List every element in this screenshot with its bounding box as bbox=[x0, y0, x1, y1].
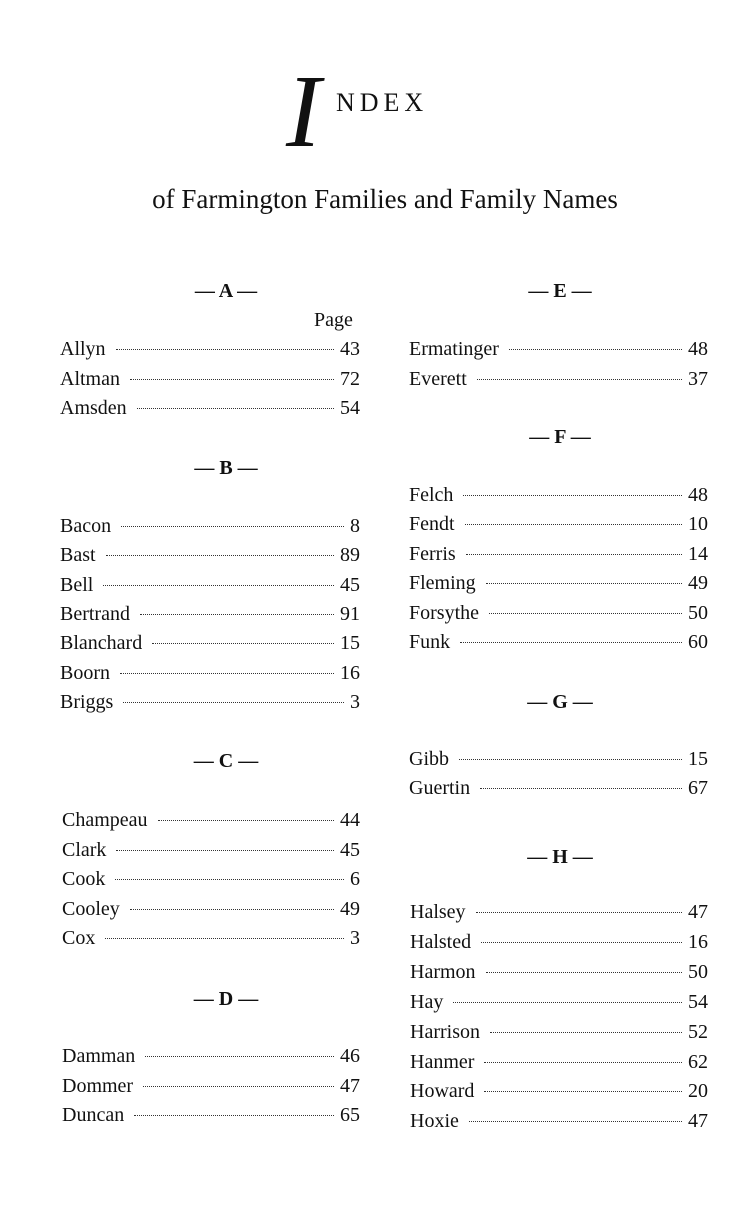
entry-name: Duncan bbox=[62, 1104, 125, 1126]
entry-page: 49 bbox=[340, 898, 360, 920]
entry-page: 37 bbox=[688, 368, 708, 390]
entry-page: 20 bbox=[688, 1080, 708, 1102]
entry-name: Guertin bbox=[409, 777, 471, 799]
entry-page: 91 bbox=[340, 603, 360, 625]
entry-name: Bell bbox=[60, 574, 94, 596]
leader-dots bbox=[460, 642, 682, 643]
entry-page: 60 bbox=[688, 631, 708, 653]
entry-page: 62 bbox=[688, 1051, 708, 1073]
leader-dots bbox=[137, 408, 334, 409]
entry-name: Champeau bbox=[62, 809, 148, 831]
section-heading-g: — G — bbox=[527, 691, 593, 713]
index-entry bbox=[62, 839, 360, 863]
index-entry bbox=[60, 338, 360, 362]
entry-name: Hoxie bbox=[410, 1110, 459, 1132]
entry-name: Halsey bbox=[410, 901, 466, 923]
entry-name: Harrison bbox=[410, 1021, 480, 1043]
section-heading-e: — E — bbox=[528, 280, 592, 302]
leader-dots bbox=[480, 788, 682, 789]
entry-name: Cox bbox=[62, 927, 96, 949]
entry-name: Altman bbox=[60, 368, 120, 390]
entry-page: 67 bbox=[688, 777, 708, 799]
leader-dots bbox=[134, 1115, 334, 1116]
index-entry bbox=[60, 603, 360, 627]
entry-page: 15 bbox=[688, 748, 708, 770]
entry-page: 48 bbox=[688, 484, 708, 506]
leader-dots bbox=[145, 1056, 334, 1057]
entry-page: 47 bbox=[688, 1110, 708, 1132]
entry-page: 54 bbox=[340, 397, 360, 419]
entry-page: 14 bbox=[688, 543, 708, 565]
index-entry bbox=[410, 1110, 708, 1134]
entry-page: 6 bbox=[350, 868, 360, 890]
entry-page: 45 bbox=[340, 839, 360, 861]
index-entry bbox=[62, 809, 360, 833]
entry-name: Felch bbox=[409, 484, 454, 506]
title-initial: I bbox=[286, 54, 321, 169]
index-entry bbox=[410, 961, 708, 985]
index-entry bbox=[409, 631, 708, 655]
entry-name: Ermatinger bbox=[409, 338, 499, 360]
entry-page: 89 bbox=[340, 544, 360, 566]
entry-name: Hanmer bbox=[410, 1051, 475, 1073]
entry-page: 48 bbox=[688, 338, 708, 360]
leader-dots bbox=[465, 524, 682, 525]
section-heading-d: — D — bbox=[193, 988, 259, 1010]
entry-name: Damman bbox=[62, 1045, 136, 1067]
leader-dots bbox=[476, 912, 682, 913]
index-entry bbox=[60, 632, 360, 656]
leader-dots bbox=[466, 554, 682, 555]
index-entry bbox=[60, 574, 360, 598]
entry-page: 49 bbox=[688, 572, 708, 594]
entry-page: 47 bbox=[688, 901, 708, 923]
index-entry bbox=[60, 397, 360, 421]
leader-dots bbox=[158, 820, 334, 821]
entry-name: Cooley bbox=[62, 898, 120, 920]
leader-dots bbox=[486, 583, 682, 584]
index-entry bbox=[409, 513, 708, 537]
entry-name: Ferris bbox=[409, 543, 456, 565]
leader-dots bbox=[477, 379, 682, 380]
leader-dots bbox=[484, 1062, 682, 1063]
leader-dots bbox=[453, 1002, 682, 1003]
index-entry bbox=[410, 991, 708, 1015]
entry-page: 10 bbox=[688, 513, 708, 535]
entry-page: 54 bbox=[688, 991, 708, 1013]
leader-dots bbox=[140, 614, 334, 615]
section-heading-h: — H — bbox=[527, 846, 593, 868]
entry-page: 72 bbox=[340, 368, 360, 390]
leader-dots bbox=[106, 555, 334, 556]
index-entry bbox=[410, 1051, 708, 1075]
index-entry bbox=[60, 368, 360, 392]
entry-page: 50 bbox=[688, 961, 708, 983]
title-rest: NDEX bbox=[336, 88, 429, 117]
subtitle: of Farmington Families and Family Names bbox=[152, 184, 618, 214]
entry-name: Harmon bbox=[410, 961, 476, 983]
index-entry bbox=[410, 901, 708, 925]
entry-name: Boorn bbox=[60, 662, 110, 684]
leader-dots bbox=[152, 643, 334, 644]
leader-dots bbox=[123, 702, 344, 703]
entry-name: Blanchard bbox=[60, 632, 143, 654]
entry-page: 43 bbox=[340, 338, 360, 360]
entry-page: 3 bbox=[350, 927, 360, 949]
leader-dots bbox=[103, 585, 334, 586]
index-entry bbox=[62, 1104, 360, 1128]
entry-page: 8 bbox=[350, 515, 360, 537]
index-entry bbox=[409, 543, 708, 567]
leader-dots bbox=[130, 379, 334, 380]
index-entry bbox=[409, 777, 708, 801]
leader-dots bbox=[116, 349, 334, 350]
entry-name: Funk bbox=[409, 631, 451, 653]
entry-name: Bast bbox=[60, 544, 96, 566]
entry-name: Cook bbox=[62, 868, 106, 890]
index-entry bbox=[409, 368, 708, 392]
index-entry bbox=[62, 1045, 360, 1069]
section-heading-c: — C — bbox=[193, 750, 259, 772]
index-entry bbox=[409, 338, 708, 362]
entry-name: Dommer bbox=[62, 1075, 134, 1097]
index-entry bbox=[62, 898, 360, 922]
index-entry bbox=[410, 1080, 708, 1104]
entry-name: Forsythe bbox=[409, 602, 479, 624]
leader-dots bbox=[121, 526, 344, 527]
index-entry bbox=[409, 484, 708, 508]
entry-name: Allyn bbox=[60, 338, 106, 360]
index-entry bbox=[60, 515, 360, 539]
entry-name: Gibb bbox=[409, 748, 449, 770]
entry-page: 47 bbox=[340, 1075, 360, 1097]
leader-dots bbox=[509, 349, 682, 350]
entry-name: Amsden bbox=[60, 397, 127, 419]
entry-page: 65 bbox=[340, 1104, 360, 1126]
entry-name: Briggs bbox=[60, 691, 114, 713]
entry-name: Hay bbox=[410, 991, 444, 1013]
entry-page: 45 bbox=[340, 574, 360, 596]
entry-page: 44 bbox=[340, 809, 360, 831]
entry-name: Bacon bbox=[60, 515, 112, 537]
leader-dots bbox=[130, 909, 334, 910]
section-heading-a: — A — bbox=[194, 280, 258, 302]
index-entry bbox=[409, 572, 708, 596]
leader-dots bbox=[490, 1032, 682, 1033]
index-entry bbox=[62, 868, 360, 892]
entry-name: Everett bbox=[409, 368, 467, 390]
leader-dots bbox=[463, 495, 682, 496]
leader-dots bbox=[459, 759, 682, 760]
entry-page: 16 bbox=[688, 931, 708, 953]
leader-dots bbox=[116, 850, 334, 851]
leader-dots bbox=[115, 879, 344, 880]
index-entry bbox=[409, 748, 708, 772]
index-entry bbox=[410, 931, 708, 955]
section-heading-f: — F — bbox=[529, 426, 591, 448]
entry-page: 52 bbox=[688, 1021, 708, 1043]
index-entry bbox=[410, 1021, 708, 1045]
entry-name: Bertrand bbox=[60, 603, 130, 625]
entry-name: Fleming bbox=[409, 572, 476, 594]
index-entry bbox=[60, 544, 360, 568]
entry-page: 50 bbox=[688, 602, 708, 624]
entry-name: Halsted bbox=[410, 931, 472, 953]
leader-dots bbox=[489, 613, 682, 614]
entry-name: Howard bbox=[410, 1080, 475, 1102]
index-entry bbox=[60, 662, 360, 686]
entry-page: 46 bbox=[340, 1045, 360, 1067]
leader-dots bbox=[105, 938, 344, 939]
leader-dots bbox=[484, 1091, 682, 1092]
entry-page: 3 bbox=[350, 691, 360, 713]
leader-dots bbox=[486, 972, 682, 973]
index-entry bbox=[62, 1075, 360, 1099]
section-heading-b: — B — bbox=[194, 457, 258, 479]
leader-dots bbox=[481, 942, 682, 943]
leader-dots bbox=[143, 1086, 334, 1087]
entry-page: 16 bbox=[340, 662, 360, 684]
index-entry bbox=[409, 602, 708, 626]
page-column-label: Page bbox=[314, 309, 353, 331]
leader-dots bbox=[469, 1121, 682, 1122]
entry-name: Fendt bbox=[409, 513, 455, 535]
index-entry bbox=[62, 927, 360, 951]
entry-name: Clark bbox=[62, 839, 107, 861]
entry-page: 15 bbox=[340, 632, 360, 654]
leader-dots bbox=[120, 673, 334, 674]
index-entry bbox=[60, 691, 360, 715]
